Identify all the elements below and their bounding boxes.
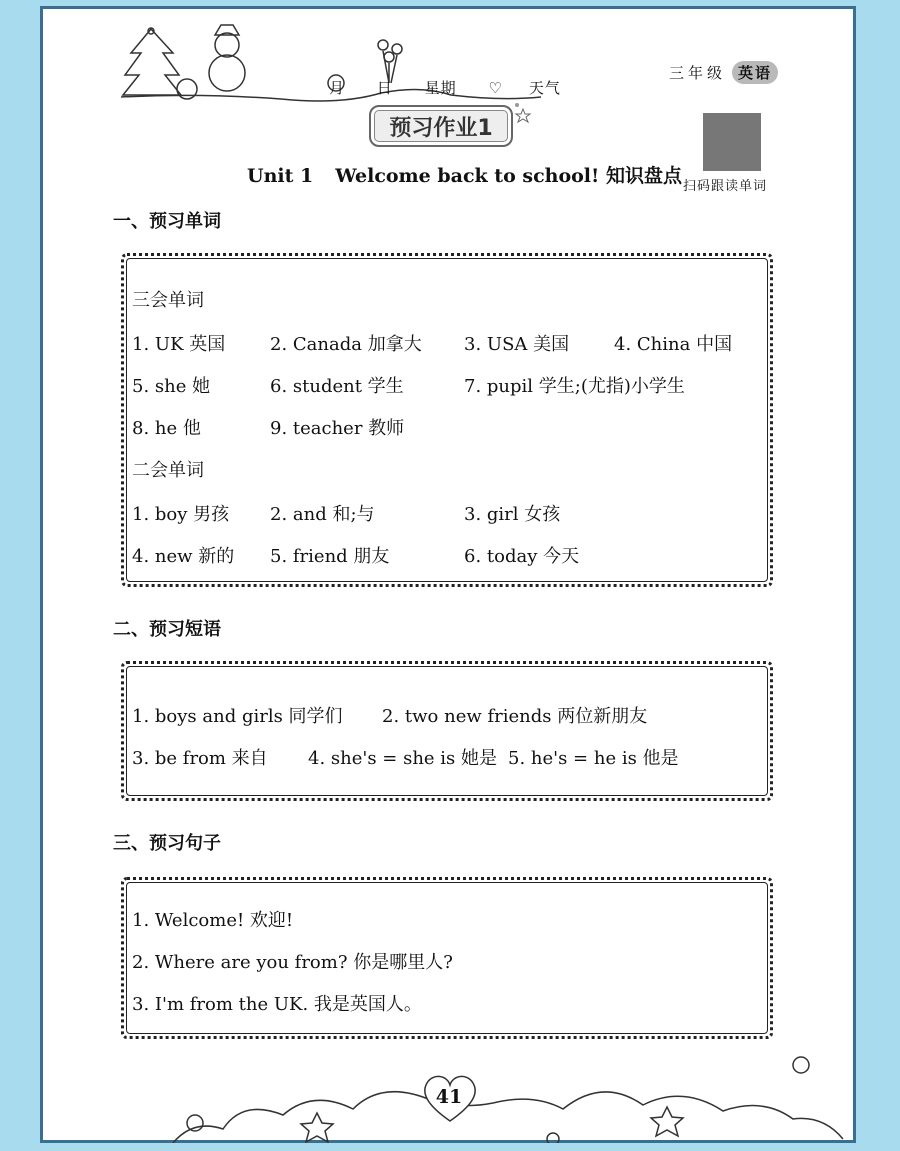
footer-clouds bbox=[133, 1049, 853, 1143]
star-icon bbox=[301, 1113, 333, 1142]
vocab-item: 5. friend 朋友 bbox=[270, 546, 390, 567]
vocab-item: 6. student 学生 bbox=[270, 376, 404, 397]
vocab-item: 5. she 她 bbox=[132, 376, 211, 397]
sentence-item: 2. Where are you from? 你是哪里人? bbox=[132, 952, 453, 973]
group2-title: 二会单词 bbox=[132, 460, 204, 481]
vocab-item: 8. he 他 bbox=[132, 418, 201, 439]
assignment-badge: 预习作业1 bbox=[369, 105, 513, 147]
vocab-item: 3. USA 美国 bbox=[464, 334, 570, 355]
section2-heading: 二、预习短语 bbox=[113, 619, 221, 640]
star-icon bbox=[651, 1107, 683, 1136]
subject-badge: 英语 bbox=[732, 61, 778, 84]
phrase-item: 1. boys and girls 同学们 bbox=[132, 706, 343, 727]
unit-title bbox=[247, 161, 682, 188]
star-sparkle-icon bbox=[509, 101, 539, 141]
vocab-item: 9. teacher 教师 bbox=[270, 418, 405, 439]
phrase-item: 2. two new friends 两位新朋友 bbox=[382, 706, 648, 727]
christmas-tree-icon bbox=[123, 29, 181, 95]
weather-label: 天气 bbox=[528, 79, 561, 97]
vocab-item: 1. UK 英国 bbox=[132, 334, 226, 355]
section1-heading: 一、预习单词 bbox=[113, 211, 221, 232]
vocab-item: 7. pupil 学生;(尤指)小学生 bbox=[464, 376, 685, 397]
sentence-item: 3. I'm from the UK. 我是英国人。 bbox=[132, 994, 422, 1015]
weather-icon: ♡ bbox=[488, 79, 503, 97]
unit-name: Welcome back to school! 知识盘点 bbox=[335, 165, 682, 187]
date-line bbox=[329, 77, 587, 98]
vocab-item: 3. girl 女孩 bbox=[464, 504, 561, 525]
group1-title: 三会单词 bbox=[132, 290, 204, 311]
vocab-item: 6. today 今天 bbox=[464, 546, 580, 567]
vocab-item: 2. and 和;与 bbox=[270, 504, 375, 525]
sentence-item: 1. Welcome! 欢迎! bbox=[132, 910, 294, 931]
qr-caption: 扫码跟读单词 bbox=[683, 179, 768, 194]
phrase-item: 5. he's = he is 他是 bbox=[508, 748, 679, 769]
vocab-item: 2. Canada 加拿大 bbox=[270, 334, 422, 355]
phrases-box bbox=[121, 661, 773, 801]
section3-heading: 三、预习句子 bbox=[113, 833, 221, 854]
vocab-item: 1. boy 男孩 bbox=[132, 504, 230, 525]
sentences-box bbox=[121, 877, 773, 1039]
unit-number: Unit 1 bbox=[247, 165, 314, 187]
qr-code[interactable] bbox=[703, 113, 761, 171]
vocab-item: 4. China 中国 bbox=[614, 334, 733, 355]
grade-label: 三年级 bbox=[669, 64, 727, 82]
phrase-item: 3. be from 来自 bbox=[132, 748, 268, 769]
vocab-item: 4. new 新的 bbox=[132, 546, 235, 567]
page-number: 41 bbox=[435, 1086, 463, 1108]
grade-subject bbox=[669, 61, 778, 84]
snowman-icon bbox=[215, 33, 239, 57]
day-label: 日 bbox=[376, 79, 393, 97]
phrase-item: 4. she's = she is 她是 bbox=[308, 748, 498, 769]
month-label: 月 bbox=[329, 79, 346, 97]
weekday-label: 星期 bbox=[424, 79, 457, 97]
workbook-page bbox=[40, 6, 856, 1143]
vocabulary-box bbox=[121, 253, 773, 587]
